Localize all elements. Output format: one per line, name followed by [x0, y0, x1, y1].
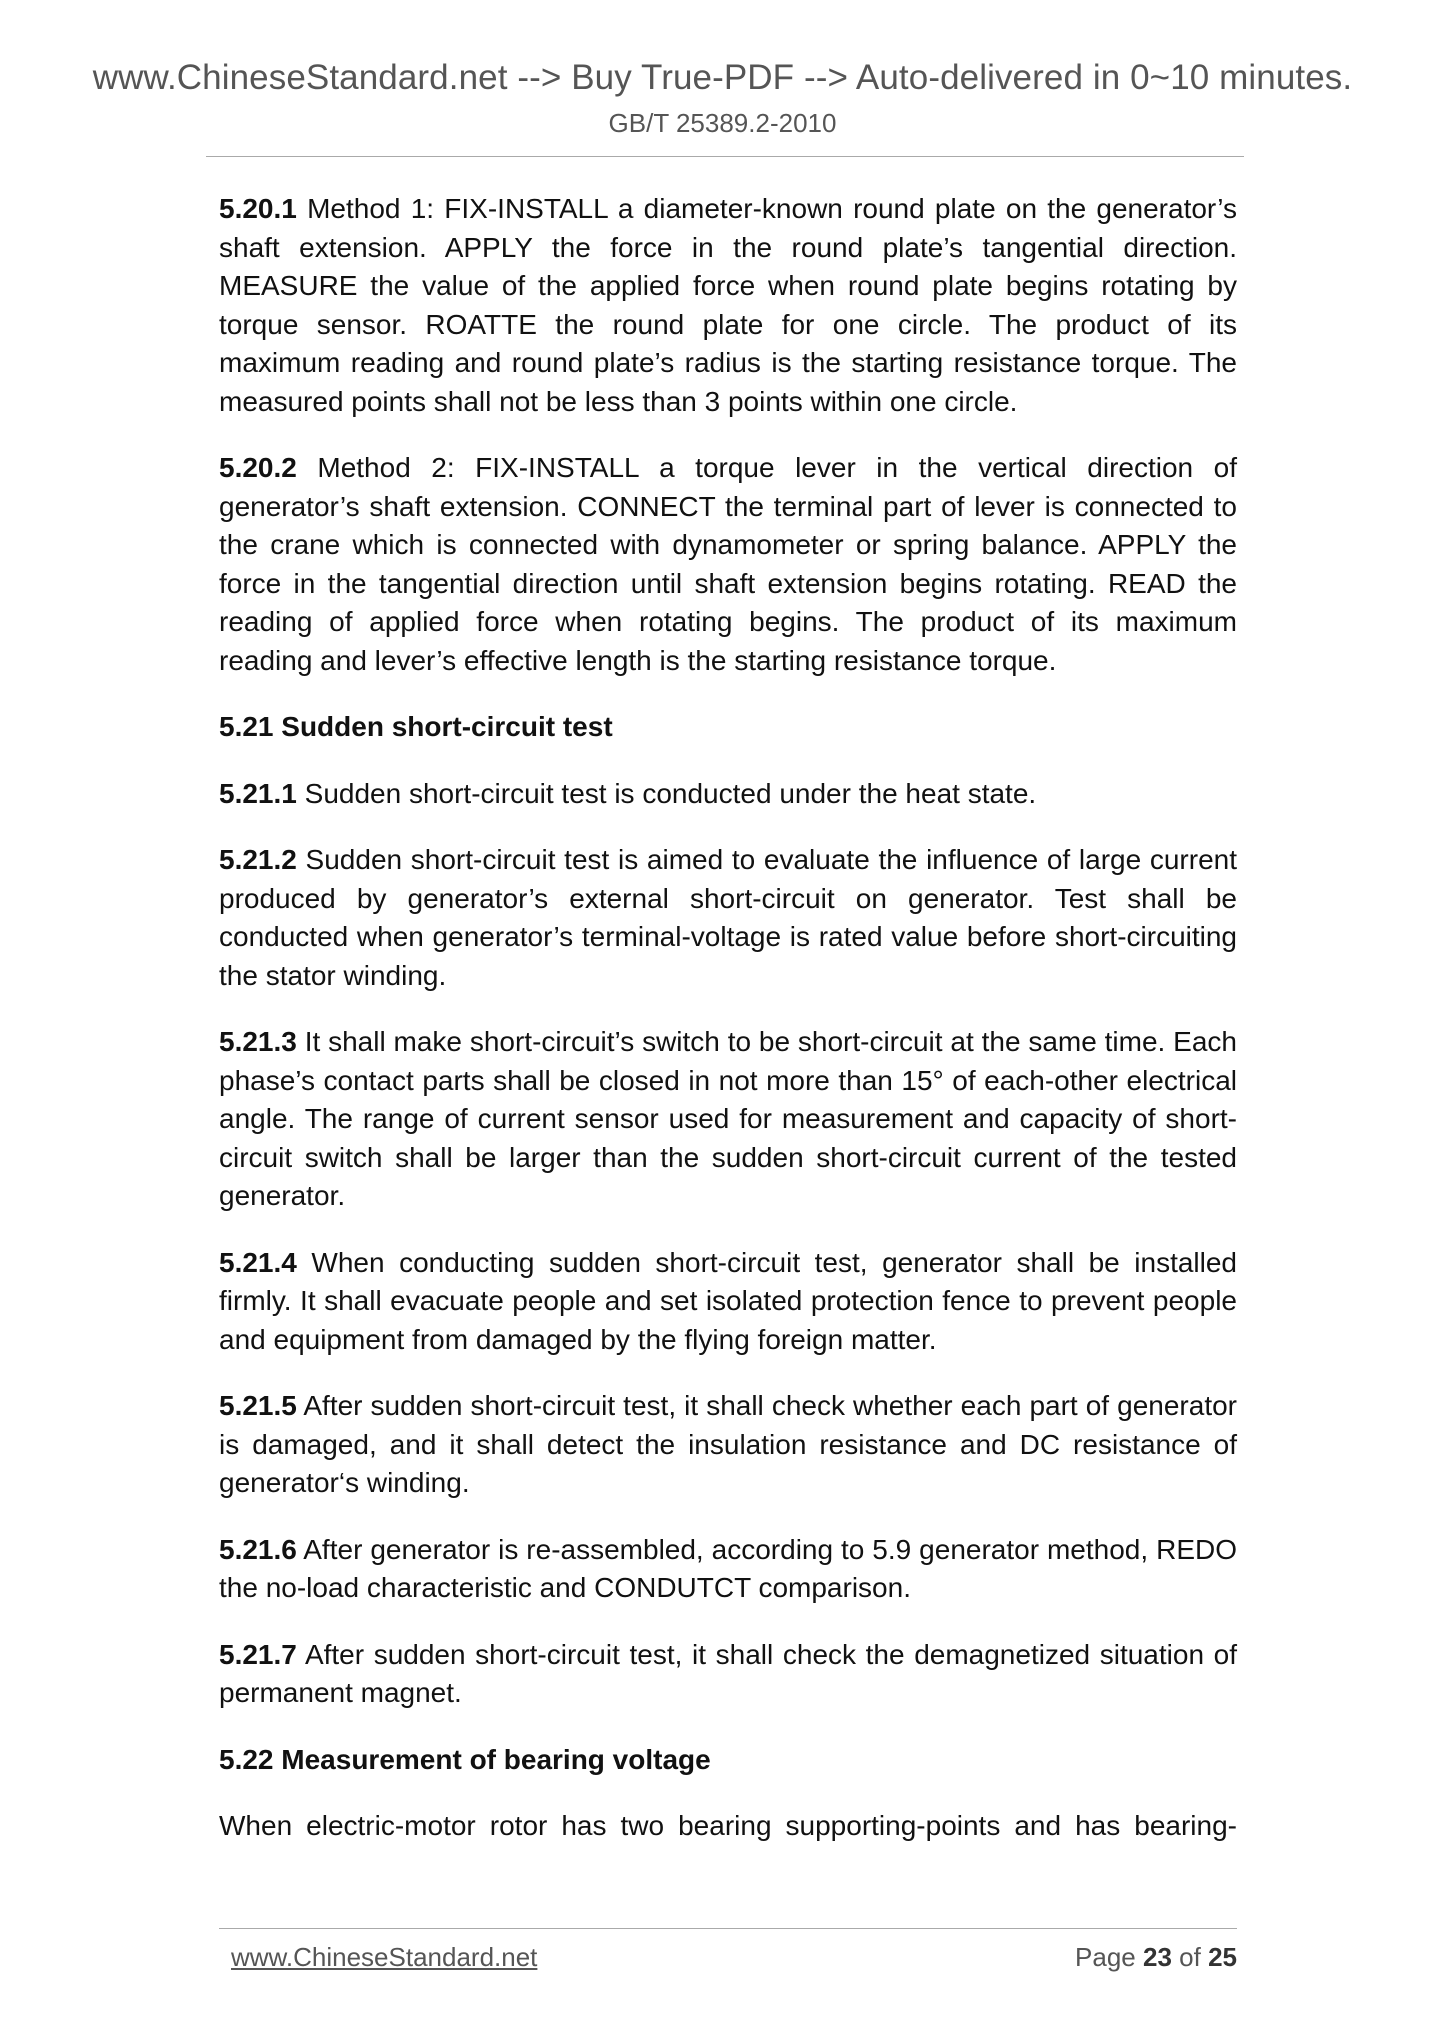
clause-5-21-3 [219, 1023, 1237, 1216]
paragraph-bearing-voltage: When electric-motor rotor has two bearing supporting-points and has bearing- [219, 1810, 1237, 1841]
standard-number: GB/T 25389.2-2010 [608, 108, 837, 138]
clause-text: Sudden short-circuit test is conducted under the heat state. [296, 777, 1037, 809]
page-of: of [1179, 1942, 1201, 1972]
section-heading-5-22: 5.22 Measurement of bearing voltage [219, 1743, 711, 1775]
clause-text: After sudden short-circuit test, it shall check the demagnetized situation of permanent magnet. [219, 1638, 1237, 1708]
clause-5-21-2 [219, 841, 1237, 995]
clause-5-21-5 [219, 1387, 1237, 1503]
clause-text: Method 2: FIX-INSTALL a torque lever in the vertical direction of generator’s shaft extension. CONNECT the terminal part of lever is connected to the crane which is connected with dynamometer or spring balance. APPLY the force in the tangential direction until shaft extension begins rotating. READ the reading of applied force when rotating begins. The product of its maximum reading and lever’s effective length is the starting resistance torque. [219, 452, 1237, 676]
footer-website-link[interactable]: www.ChineseStandard.net [231, 1942, 538, 1972]
page-indicator [1075, 1942, 1237, 1973]
clause-number: 5.20.2 [219, 452, 297, 483]
clause-5-20-1 [219, 190, 1237, 421]
clause-number: 5.21.1 [219, 777, 297, 809]
clause-text: When conducting sudden short-circuit test, generator shall be installed firmly. It shall evacuate people and set isolated protection fence to prevent people and equipment from damaged by the flying foreign matter. [219, 1246, 1237, 1355]
clause-5-21-4 [219, 1244, 1237, 1360]
header-divider [206, 156, 1244, 157]
page-label: Page [1075, 1942, 1136, 1972]
clause-text: After generator is re-assembled, according to 5.9 generator method, REDO the no-load characteristic and CONDUTCT comparison. [219, 1533, 1237, 1603]
clause-number: 5.20.1 [219, 193, 297, 224]
page-current: 23 [1143, 1942, 1172, 1972]
clause-5-21-6 [219, 1531, 1237, 1608]
clause-text: After sudden short-circuit test, it shall check whether each part of generator is damaged, and it shall detect the insulation resistance and DC resistance of generator‘s winding. [219, 1390, 1237, 1498]
clause-text: Method 1: FIX-INSTALL a diameter-known round plate on the generator’s shaft extension. APPLY the force in the round plate’s tangential direction. MEASURE the value of the applied force when round plate begins rotating by torque sensor. ROATTE the round plate for one circle. The product of its maximum reading and round plate’s radius is the starting resistance torque. The measured points shall not be less than 3 points within one circle. [219, 193, 1237, 417]
clause-5-21-1 [219, 775, 1237, 814]
clause-number: 5.21.3 [219, 1026, 297, 1057]
clause-number: 5.21.5 [219, 1390, 297, 1421]
clause-number: 5.21.6 [219, 1533, 297, 1565]
clause-number: 5.21.7 [219, 1638, 297, 1670]
page-total: 25 [1208, 1942, 1237, 1972]
document-body [219, 190, 1237, 1846]
clause-number: 5.21.2 [219, 844, 297, 875]
clause-number: 5.21.4 [219, 1246, 297, 1278]
clause-text: Sudden short-circuit test is aimed to evaluate the influence of large current produced by generator’s external short-circuit on generator. Test shall be conducted when generator’s terminal-voltage is rated value before short-circuiting the stator winding. [219, 844, 1237, 991]
top-banner: www.ChineseStandard.net --> Buy True-PDF --> Auto-delivered in 0~10 minutes. [92, 58, 1353, 97]
clause-text: It shall make short-circuit’s switch to be short-circuit at the same time. Each phase’s contact parts shall be closed in not more than 15° of each-other electrical angle. The range of current sensor used for measurement and capacity of short-circuit switch shall be larger than the sudden short-circuit current of the tested generator. [219, 1026, 1237, 1211]
footer-divider [219, 1928, 1237, 1929]
clause-5-21-7 [219, 1636, 1237, 1713]
clause-5-20-2 [219, 449, 1237, 680]
section-heading-5-21: 5.21 Sudden short-circuit test [219, 711, 613, 742]
